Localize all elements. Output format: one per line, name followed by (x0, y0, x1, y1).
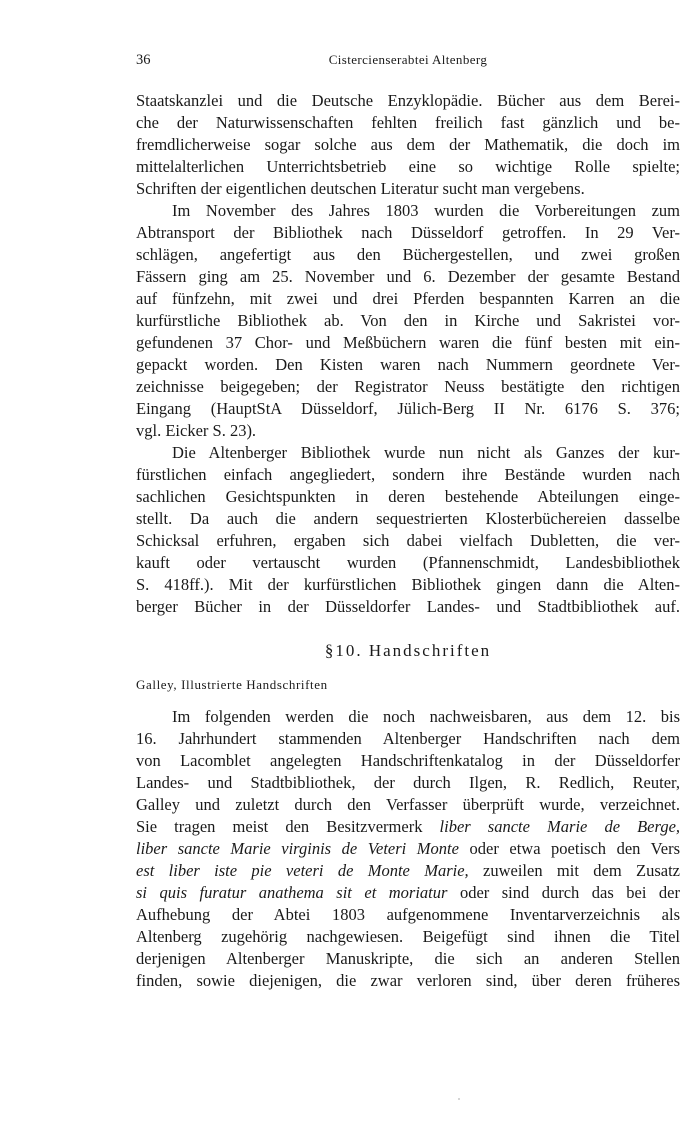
page-header (136, 52, 680, 72)
italic-phrase: liber sancte Marie de Berge, (439, 817, 681, 836)
text-line: derjenigen Altenberger Manuskripte, die sich an anderen Stellen (136, 949, 680, 968)
text-line: gepackt worden. Den Kisten waren nach Nummern geordnete Ver- (136, 355, 680, 374)
text-line: Im November des Jahres 1803 wurden die Vorbereitungen zum (172, 201, 680, 220)
text-line: von Lacomblet angelegten Handschriftenkatalog in der Düsseldorfer (136, 751, 680, 770)
text-line: fremdlicherweise sogar solche aus dem der Mathematik, die doch im (136, 135, 680, 154)
text-segment: oder etwa poetisch den Vers (458, 839, 680, 858)
text-segment: oder sind durch das bei der (447, 883, 680, 902)
text-segment: Sie tragen meist den Besitzvermerk (136, 817, 423, 836)
text-line: kurfürstliche Bibliothek ab. Von den in Kirche und Sakristei vor- (136, 311, 680, 330)
italic-phrase: est liber iste pie veteri de Monte Marie, (136, 861, 469, 880)
section-heading: §10. Handschriften (324, 641, 492, 660)
text-line: Fässern ging am 25. November und 6. Dezember der gesamte Bestand (136, 267, 680, 286)
body-text (136, 90, 680, 992)
text-line: zeichnisse beigegeben; der Registrator Neuss bestätigte den richtigen (136, 377, 680, 396)
italic-phrase: si quis furatur anathema sit et moriatur (136, 883, 448, 902)
text-line: mittelalterlichen Unterrichtsbetrieb eine so wichtige Rolle spielte; (136, 157, 680, 176)
text-line: kauft oder vertauscht wurden (Pfannenschmidt, Landesbibliothek (136, 553, 680, 572)
running-head: Cistercienserabtei Altenberg (328, 52, 488, 67)
text-line: schlägen, angefertigt aus den Büchergestellen, und zwei großen (136, 245, 680, 264)
scan-speck (458, 1098, 460, 1100)
text-line: auf fünfzehn, mit zwei und drei Pferden bespannten Karren an die (136, 289, 680, 308)
text-line: Altenberg zugehörig nachgewiesen. Beigefügt sind ihnen die Titel (136, 927, 680, 946)
text-line: stellt. Da auch die andern sequestrierten Klosterbüchereien dasselbe (136, 509, 680, 528)
text-line: Landes- und Stadtbibliothek, der durch Ilgen, R. Redlich, Reuter, (136, 773, 680, 792)
text-line: Schicksal erfuhren, ergaben sich dabei vielfach Dubletten, die ver- (136, 531, 680, 550)
text-line: gefundenen 37 Chor- und Meßbüchern waren die fünf besten mit ein- (136, 333, 680, 352)
text-line: S. 418ff.). Mit der kurfürstlichen Bibliothek gingen dann die Alten- (136, 575, 680, 594)
text-line (136, 860, 680, 882)
text-line: berger Bücher in der Düsseldorfer Landes- und Stadtbibliothek auf. (136, 597, 680, 616)
text-line: finden, sowie diejenigen, die zwar verloren sind, über deren früheres (136, 971, 680, 990)
text-line: Aufhebung der Abtei 1803 aufgenommene Inventarverzeichnis als (136, 905, 680, 924)
text-line (136, 816, 680, 838)
text-line: Staatskanzlei und die Deutsche Enzyklopädie. Bücher aus dem Berei- (136, 91, 680, 110)
text-line (136, 838, 680, 860)
text-line: Galley und zuletzt durch den Verfasser überprüft wurde, verzeichnet. (136, 795, 680, 814)
text-segment: zuweilen mit dem Zusatz (468, 861, 680, 880)
text-line: Die Altenberger Bibliothek wurde nun nicht als Ganzes der kur- (172, 443, 680, 462)
text-line (136, 882, 680, 904)
text-line: che der Naturwissenschaften fehlten freilich fast gänzlich und be- (136, 113, 680, 132)
page-number: 36 (136, 52, 151, 68)
italic-phrase: liber sancte Marie virginis de Veteri Monte (136, 839, 459, 858)
text-line: vgl. Eicker S. 23). (136, 421, 257, 440)
text-line: Eingang (HauptStA Düsseldorf, Jülich-Berg II Nr. 6176 S. 376; (136, 399, 680, 418)
text-line: Abtransport der Bibliothek nach Düsseldorf getroffen. In 29 Ver- (136, 223, 680, 242)
text-line: sachlichen Gesichtspunkten in deren bestehende Abteilungen einge- (136, 487, 680, 506)
text-line: 16. Jahrhundert stammenden Altenberger Handschriften nach dem (136, 729, 680, 748)
section-subheading: Galley, Illustrierte Handschriften (136, 677, 328, 692)
text-line: Im folgenden werden die noch nachweisbaren, aus dem 12. bis (172, 707, 680, 726)
text-line: fürstlichen einfach angegliedert, sondern ihre Bestände wurden nach (136, 465, 680, 484)
text-line: Schriften der eigentlichen deutschen Literatur sucht man vergebens. (136, 179, 585, 198)
